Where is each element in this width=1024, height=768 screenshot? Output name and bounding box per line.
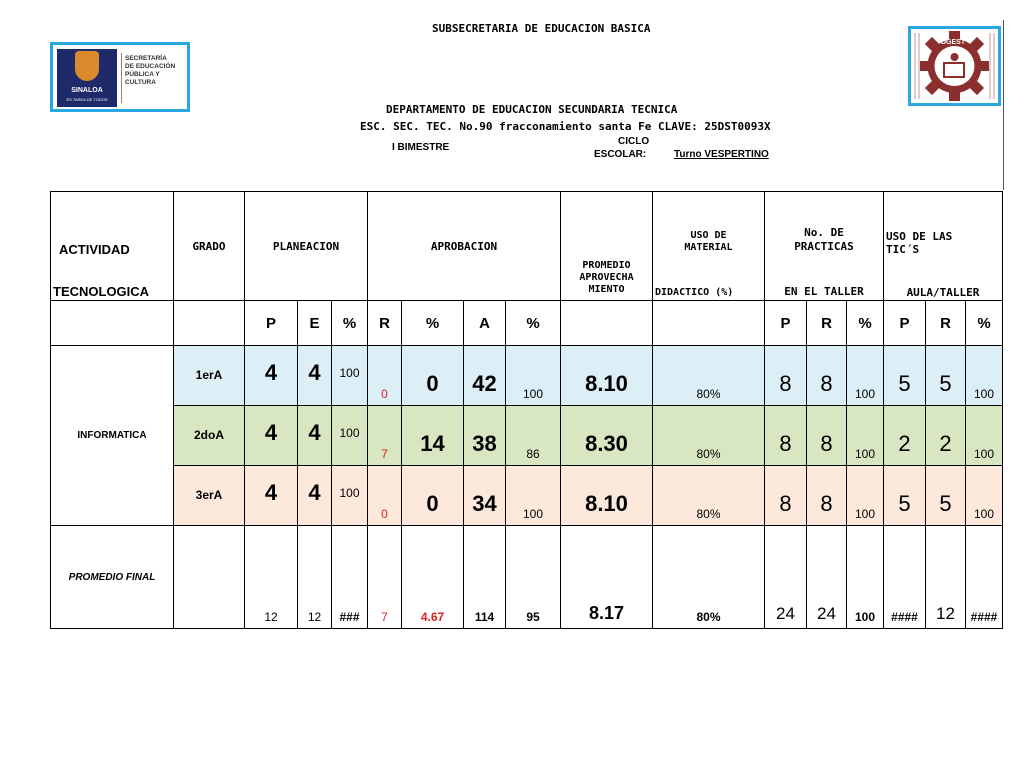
aprobacion-a-cell: 42	[464, 346, 506, 406]
planeacion-pct-cell: 100	[332, 346, 368, 406]
bimestre-label: I BIMESTRE	[392, 142, 450, 153]
logo-divider	[121, 53, 122, 103]
actividad-header: ACTIVIDAD TECNOLOGICA	[51, 192, 174, 301]
grado-cell: 2doA	[174, 406, 245, 466]
tics-pct-cell: 100	[966, 466, 1003, 526]
grado-header: GRADO	[174, 192, 245, 301]
final-tics-r: 12	[926, 526, 966, 629]
grado-cell: 3erA	[174, 466, 245, 526]
aprobacion-apct-cell: 100	[506, 466, 561, 526]
aprobacion-a-cell: 38	[464, 406, 506, 466]
sub-planeacion-pct: %	[332, 301, 368, 346]
planeacion-e-cell: 4	[298, 406, 332, 466]
final-tics-p: ####	[884, 526, 926, 629]
final-planeacion-p: 12	[245, 526, 298, 629]
final-aprobacion-apct: 95	[506, 526, 561, 629]
promedio-cell: 8.30	[561, 406, 653, 466]
tics-p-cell: 5	[884, 466, 926, 526]
planeacion-header: PLANEACION	[245, 192, 368, 301]
sub-practicas-pct: %	[847, 301, 884, 346]
sub-aprobacion-a: A	[464, 301, 506, 346]
sub-aprobacion-rpct: %	[402, 301, 464, 346]
aprobacion-r-cell: 0	[368, 346, 402, 406]
promedio-cell: 8.10	[561, 346, 653, 406]
escolar-label: ESCOLAR:	[594, 149, 647, 160]
tics-r-cell: 2	[926, 406, 966, 466]
sub-tics-r: R	[926, 301, 966, 346]
logo-slogan: ES TAREA DE TODOS	[66, 97, 108, 102]
coat-of-arms-icon	[75, 51, 99, 81]
dgest-label: DGEST	[941, 39, 966, 46]
ciclo-label: CICLO	[618, 136, 650, 147]
tics-r-cell: 5	[926, 346, 966, 406]
planeacion-p-cell: 4	[245, 346, 298, 406]
aprobacion-header: APROBACION	[368, 192, 561, 301]
sub-aprobacion-apct: %	[506, 301, 561, 346]
final-practicas-p: 24	[765, 526, 807, 629]
aprobacion-apct-cell: 86	[506, 406, 561, 466]
tics-pct-cell: 100	[966, 406, 1003, 466]
turno-label: Turno VESPERTINO	[674, 149, 769, 160]
page-title: SUBSECRETARIA DE EDUCACION BASICA	[432, 22, 651, 35]
material-cell: 80%	[653, 466, 765, 526]
aprobacion-a-cell: 34	[464, 466, 506, 526]
school-title: ESC. SEC. TEC. No.90 fracconamiento santa Fe CLAVE: 25DST0093X	[360, 120, 771, 133]
final-planeacion-pct: ###	[332, 526, 368, 629]
final-practicas-r: 24	[807, 526, 847, 629]
logo-text: SECRETARÍA DE EDUCACIÓN PÚBLICA Y CULTURA	[125, 55, 176, 86]
sub-tics-p: P	[884, 301, 926, 346]
activity-cell: INFORMATICA	[51, 346, 174, 526]
final-aprobacion-rpct: 4.67	[402, 526, 464, 629]
aprobacion-rpct-cell: 0	[402, 466, 464, 526]
final-row	[51, 526, 1003, 629]
practicas-p-cell: 8	[765, 466, 807, 526]
aprobacion-rpct-cell: 0	[402, 346, 464, 406]
tics-p-cell: 2	[884, 406, 926, 466]
practicas-pct-cell: 100	[847, 346, 884, 406]
practicas-p-cell: 8	[765, 346, 807, 406]
final-material: 80%	[653, 526, 765, 629]
planeacion-e-cell: 4	[298, 466, 332, 526]
planeacion-pct-cell: 100	[332, 466, 368, 526]
dgest-logo	[908, 26, 1001, 106]
sub-aprobacion-r: R	[368, 301, 402, 346]
sub-practicas-r: R	[807, 301, 847, 346]
tics-r-cell: 5	[926, 466, 966, 526]
sub-practicas-p: P	[765, 301, 807, 346]
final-aprobacion-a: 114	[464, 526, 506, 629]
report-table	[50, 191, 1003, 629]
subheader-empty	[51, 301, 174, 346]
right-border-line	[1003, 20, 1004, 190]
table-row	[51, 466, 1003, 526]
final-aprobacion-r: 7	[368, 526, 402, 629]
grado-cell: 1erA	[174, 346, 245, 406]
planeacion-p-cell: 4	[245, 406, 298, 466]
planeacion-p-cell: 4	[245, 466, 298, 526]
final-tics-pct: ####	[966, 526, 1003, 629]
tics-pct-cell: 100	[966, 346, 1003, 406]
practicas-r-cell: 8	[807, 406, 847, 466]
practicas-r-cell: 8	[807, 346, 847, 406]
practicas-header: No. DE PRACTICAS EN EL TALLER	[765, 192, 884, 301]
subheader-empty	[653, 301, 765, 346]
final-practicas-pct: 100	[847, 526, 884, 629]
sub-tics-pct: %	[966, 301, 1003, 346]
sub-planeacion-p: P	[245, 301, 298, 346]
final-planeacion-e: 12	[298, 526, 332, 629]
aprobacion-apct-cell: 100	[506, 346, 561, 406]
header-row	[51, 192, 1003, 301]
table-row	[51, 406, 1003, 466]
practicas-pct-cell: 100	[847, 406, 884, 466]
subheader-empty	[561, 301, 653, 346]
aprobacion-rpct-cell: 14	[402, 406, 464, 466]
aprobacion-r-cell: 7	[368, 406, 402, 466]
subheader-empty	[174, 301, 245, 346]
final-promedio: 8.17	[561, 526, 653, 629]
material-cell: 80%	[653, 346, 765, 406]
promedio-header: PROMEDIO APROVECHA MIENTO	[561, 192, 653, 301]
planeacion-pct-cell: 100	[332, 406, 368, 466]
planeacion-e-cell: 4	[298, 346, 332, 406]
sub-planeacion-e: E	[298, 301, 332, 346]
logo-state-name: SINALOA	[71, 87, 103, 94]
sinaloa-sepyc-logo	[50, 42, 190, 112]
subheader-row	[51, 301, 1003, 346]
practicas-p-cell: 8	[765, 406, 807, 466]
practicas-r-cell: 8	[807, 466, 847, 526]
practicas-pct-cell: 100	[847, 466, 884, 526]
final-empty	[174, 526, 245, 629]
table-row	[51, 346, 1003, 406]
aprobacion-r-cell: 0	[368, 466, 402, 526]
promedio-final-label: PROMEDIO FINAL	[51, 526, 174, 629]
material-cell: 80%	[653, 406, 765, 466]
uso-tics-header: USO DE LAS TIC´S AULA/TALLER	[884, 192, 1003, 301]
tics-p-cell: 5	[884, 346, 926, 406]
department-title: DEPARTAMENTO DE EDUCACION SECUNDARIA TECNICA	[386, 103, 678, 116]
uso-material-header: USO DE MATERIAL DIDACTICO (%)	[653, 192, 765, 301]
promedio-cell: 8.10	[561, 466, 653, 526]
